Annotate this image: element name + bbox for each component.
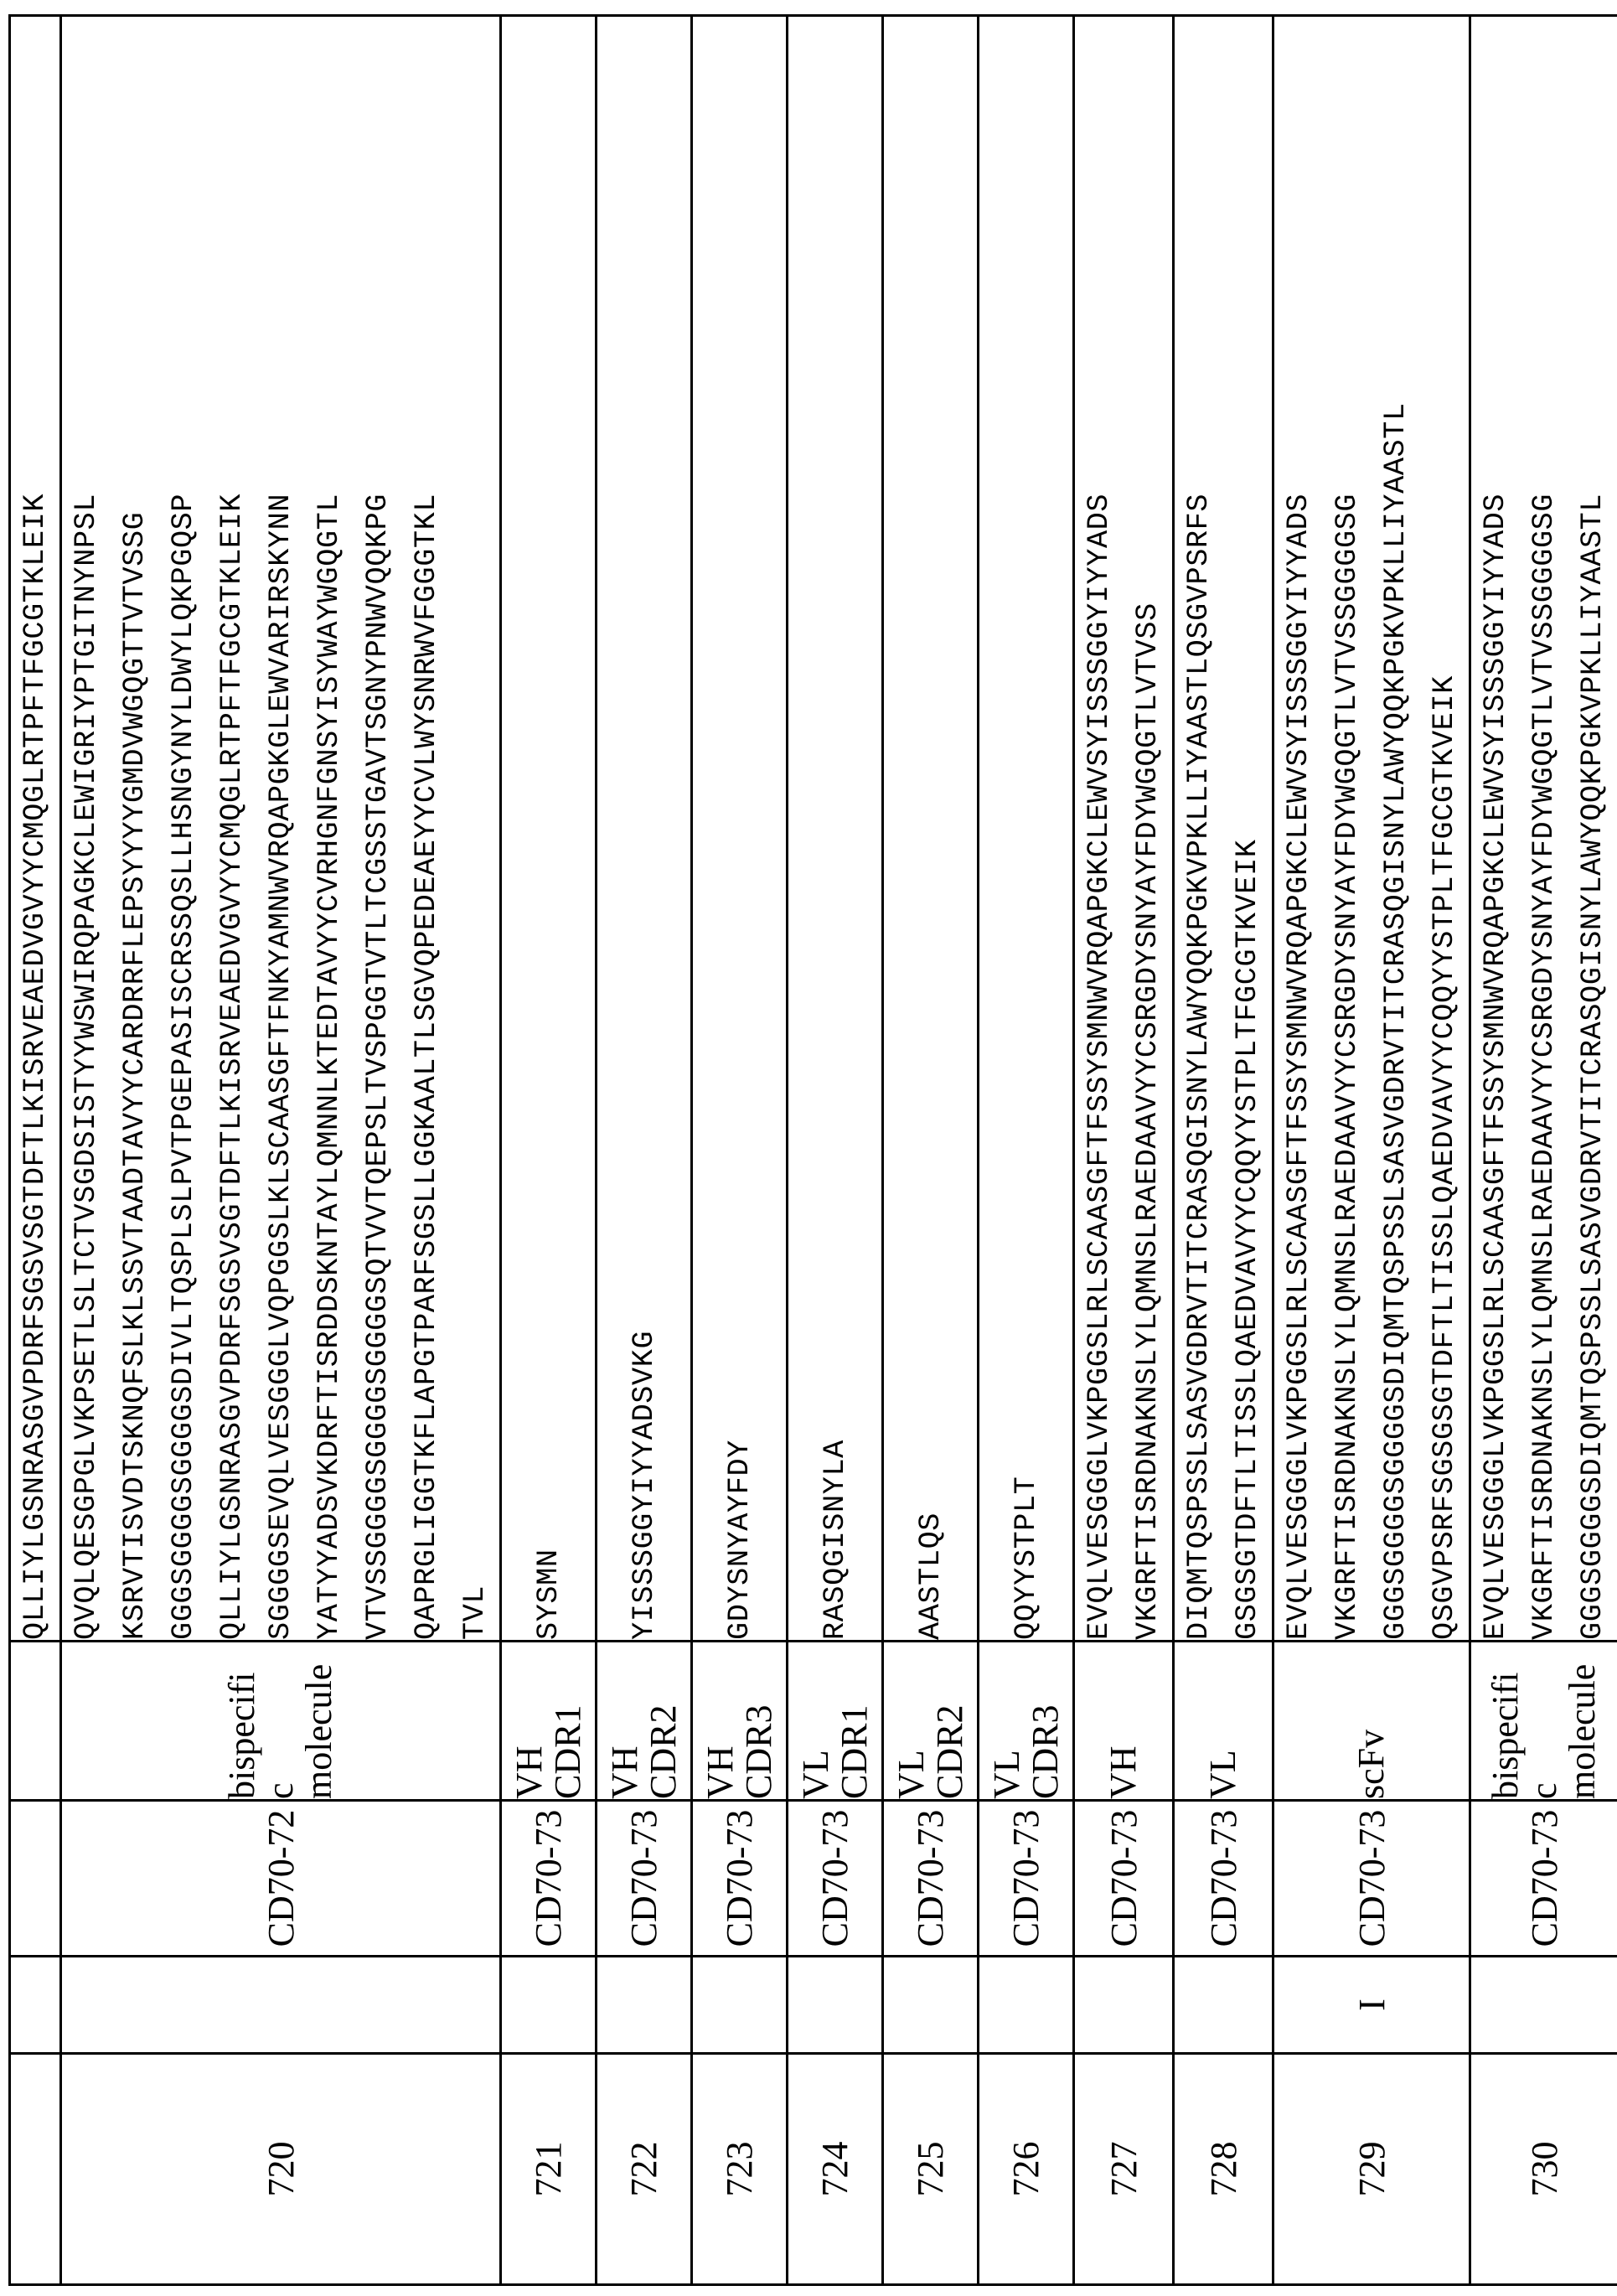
- seq-id-cell: 725: [883, 2054, 979, 2285]
- flag-cell: [979, 1957, 1074, 2054]
- sequence-line: EVQLVESGGGLVKPGGSLRLSCAASGFTFSSYSMNWVRQAPGKCLEWVSYISSSGGYIYYADS: [1082, 493, 1116, 1640]
- sequence-line: KSRVTISVDTSKNQFSLKLSSVTAADTAVYYCARDRRFLEPSYYYYGMDVWGQGTTVTVSSG: [118, 511, 152, 1640]
- sequence-cell: [1273, 16, 1470, 1642]
- sequence-cell: [692, 16, 788, 1642]
- description-cell: [1470, 1642, 1617, 1801]
- seq-id-cell: 727: [1074, 2054, 1174, 2285]
- sequence-line: VKGRFTISRDNAKNSLYLQMNSLRAEDAAVYYCSRGDYSNYAYFDYWGQGTLVTVSS: [1131, 602, 1165, 1640]
- sequence-line: TVL: [458, 1585, 492, 1640]
- description-line: bispecifi: [1485, 1672, 1526, 1799]
- flag-cell: [61, 1957, 501, 2054]
- sequence-cell: [1074, 16, 1174, 1642]
- description-line: VH: [508, 1745, 550, 1799]
- sequence-cell: [883, 16, 979, 1642]
- construct-cell: [10, 1801, 61, 1957]
- flag-cell: [1470, 1957, 1617, 2054]
- sequence-line: RASQGISNYLA: [818, 1440, 852, 1640]
- description-line: CDR1: [546, 1704, 588, 1799]
- flag-cell: [501, 1957, 597, 2054]
- sequence-table: [8, 14, 1617, 2286]
- construct-cell: CD70-73: [1074, 1801, 1174, 1957]
- sequence-line: GDYSNYAYFDY: [722, 1440, 757, 1640]
- table-row: [1074, 16, 1174, 2285]
- construct-cell: CD70-73: [979, 1801, 1074, 1957]
- description-cell: [1273, 1642, 1470, 1801]
- sequence-line: DIQMTQSPSSLSASVGDRVTITCRASQGISNYLAWYQQKPGKVPKLLIYAASTLQSGVPSRFS: [1182, 493, 1216, 1640]
- sequence-line: YISSSGGYIYYADSVKG: [627, 1330, 661, 1640]
- construct-cell: CD70-73: [1470, 1801, 1617, 1957]
- table-row: [979, 16, 1074, 2285]
- flag-cell: [10, 1957, 61, 2054]
- construct-cell: CD70-73: [1273, 1801, 1470, 1957]
- sequence-line: GGGSGGGGSGGGGSDIQMTQSPSSLSASVGDRVTITCRASQGISNYLAWYQQKPGKVPKLLIYAASTL: [1379, 402, 1413, 1640]
- seq-id-cell: 721: [501, 2054, 597, 2285]
- description-line: VL: [890, 1750, 932, 1799]
- description-line: VL: [985, 1750, 1027, 1799]
- flag-cell: [597, 1957, 692, 2054]
- construct-cell: CD70-72: [61, 1801, 501, 1957]
- description-cell: [979, 1642, 1074, 1801]
- sequence-line: QLLIYLGSNRASGVPDRFSGSVSGTDFTLKISRVEAEDVGVYYCMQGLRTPFTFGCGTKLEIK: [215, 493, 249, 1640]
- sequence-line: YATYYADSVKDRFTISRDDSKNTAYLQMNNLKTEDTAVYYCVRHGNFGNSYISYWAYWGQGTL: [313, 493, 346, 1640]
- description-line: scFv: [1351, 1729, 1392, 1799]
- sequence-cell: [597, 16, 692, 1642]
- flag-cell: I: [1273, 1957, 1470, 2054]
- sequence-line: GGGSGGGGSDIQMTQSPSSLSASVGDRVTITCRASQGISNYLAWYQQKPGKVPKLLIYAASTL: [1576, 493, 1609, 1640]
- sequence-line: QSGVPSRFSGSGSGTDFTLTISSLQAEDVAVYYCQQYYSTPLTFGCGTKVEIK: [1428, 675, 1461, 1640]
- construct-cell: CD70-73: [692, 1801, 788, 1957]
- table-row: [692, 16, 788, 2285]
- description-line: molecule: [298, 1663, 339, 1799]
- description-cell: [1174, 1642, 1273, 1801]
- description-cell: [788, 1642, 883, 1801]
- sequence-line: QVQLQESGPGLVKPSETLSLTCTVSGDSISTYYWSWIRQPAGKCLEWIGRIYPTGITNYNPSL: [70, 493, 103, 1640]
- flag-cell: [788, 1957, 883, 2054]
- sequence-line: EVQLVESGGGLVKPGGSLRLSCAASGFTFSSYSMNWVRQAPGKCLEWVSYISSSGGYIYYADS: [1479, 493, 1512, 1640]
- sequence-cell: [501, 16, 597, 1642]
- description-line: CDR2: [642, 1704, 684, 1799]
- table-row: [1174, 16, 1273, 2285]
- sequence-line: AASTLQS: [913, 1512, 948, 1640]
- sequence-line: QLLIYLGSNRASGVPDRFSGSVSGTDFTLKISRVEAEDVGVYYCMQGLRTPFTFGCGTKLEIK: [18, 493, 52, 1640]
- table-row: [61, 16, 501, 2285]
- flag-cell: [883, 1957, 979, 2054]
- sequence-cell: [1174, 16, 1273, 1642]
- seq-id-cell: 728: [1174, 2054, 1273, 2285]
- description-line: VH: [699, 1745, 741, 1799]
- flag-cell: [1074, 1957, 1174, 2054]
- description-line: CDR3: [1024, 1704, 1066, 1799]
- sequence-line: EVQLVESGGGLVKPGGSLRLSCAASGFTFSSYSMNWVRQAPGKCLEWVSYISSSGGYIYYADS: [1282, 493, 1315, 1640]
- sequence-line: VKGRFTISRDNAKNSLYLQMNSLRAEDAAVYYCSRGDYSNYAYFDYWGQGTLVTVSSGGGGSG: [1527, 493, 1561, 1640]
- sequence-line: VTVSSGGGGSGGGGSGGGGSQTVVTQEPSLTVSPGGTVTLTCGSSTGAVTSGNYPNWVQQKPG: [361, 493, 395, 1640]
- table-row: [597, 16, 692, 2285]
- description-cell: [883, 1642, 979, 1801]
- description-line: CDR2: [928, 1704, 970, 1799]
- sequence-cell: [788, 16, 883, 1642]
- sequence-cell: [1470, 16, 1617, 1642]
- seq-id-cell: 729: [1273, 2054, 1470, 2285]
- seq-id-cell: 726: [979, 2054, 1074, 2285]
- description-line: bispecifi: [221, 1672, 262, 1799]
- sequence-cell: [979, 16, 1074, 1642]
- construct-cell: CD70-73: [1174, 1801, 1273, 1957]
- table-row: [501, 16, 597, 2285]
- description-cell: [501, 1642, 597, 1801]
- description-line: VL: [1202, 1750, 1243, 1799]
- rotated-page: [8, 17, 1613, 2286]
- seq-id-cell: 722: [597, 2054, 692, 2285]
- table-row: [788, 16, 883, 2285]
- seq-id-cell: 723: [692, 2054, 788, 2285]
- seq-id-cell: [10, 2054, 61, 2285]
- sequence-line: SYSMN: [531, 1549, 566, 1640]
- sequence-line: GGGSGGGGSGGGGSDIVLTQSPLSLPVTPGEPASISCRSSQSLLHSNGYNYLDWYLQKPGQSP: [167, 493, 200, 1640]
- description-line: VH: [603, 1745, 645, 1799]
- seq-id-cell: 720: [61, 2054, 501, 2285]
- description-line: molecule: [1562, 1663, 1603, 1799]
- seq-id-cell: 730: [1470, 2054, 1617, 2285]
- description-cell: [597, 1642, 692, 1801]
- description-cell: [10, 1642, 61, 1801]
- description-cell: [1074, 1642, 1174, 1801]
- flag-cell: [692, 1957, 788, 2054]
- table-row-partial: [10, 16, 61, 2285]
- construct-cell: CD70-73: [788, 1801, 883, 1957]
- construct-cell: CD70-73: [501, 1801, 597, 1957]
- description-cell: [692, 1642, 788, 1801]
- table-body: [10, 16, 1617, 2285]
- sequence-line: SGGGGSEVQLVESGGGLVQPGGSLKLSCAASGFTFNKYAMNWVRQAPGKGLEWVARIRSKYNN: [264, 493, 297, 1640]
- description-line: CDR3: [737, 1704, 779, 1799]
- description-cell: [61, 1642, 501, 1801]
- table-row: [883, 16, 979, 2285]
- sequence-cell: [10, 16, 61, 1642]
- sequence-line: VKGRFTISRDNAKNSLYLQMNSLRAEDAAVYYCSRGDYSNYAYFDYWGQGTLVTVSSGGGGSG: [1330, 493, 1364, 1640]
- description-line: CDR1: [833, 1704, 875, 1799]
- sequence-line: QQYYSTPLT: [1009, 1476, 1043, 1640]
- sequence-line: QAPRGLIGGTKFLAPGTPARFSGSLLGGKAALTLSGVQPEDEAEYYCVLWYSNRWVFGGGTKL: [410, 493, 443, 1640]
- description-line: VH: [1103, 1745, 1144, 1799]
- description-line: VL: [794, 1750, 836, 1799]
- sequence-line: GSGSGTDFTLTISSLQAEDVAVYYCQQYYSTPLTFGCGTKVEIK: [1231, 839, 1264, 1640]
- table-row: [1470, 16, 1617, 2285]
- sequence-cell: [61, 16, 501, 1642]
- description-line: c: [260, 1782, 301, 1799]
- flag-cell: [1174, 1957, 1273, 2054]
- construct-cell: CD70-73: [597, 1801, 692, 1957]
- seq-id-cell: 724: [788, 2054, 883, 2285]
- construct-cell: CD70-73: [883, 1801, 979, 1957]
- table-row: [1273, 16, 1470, 2285]
- description-line: c: [1523, 1782, 1564, 1799]
